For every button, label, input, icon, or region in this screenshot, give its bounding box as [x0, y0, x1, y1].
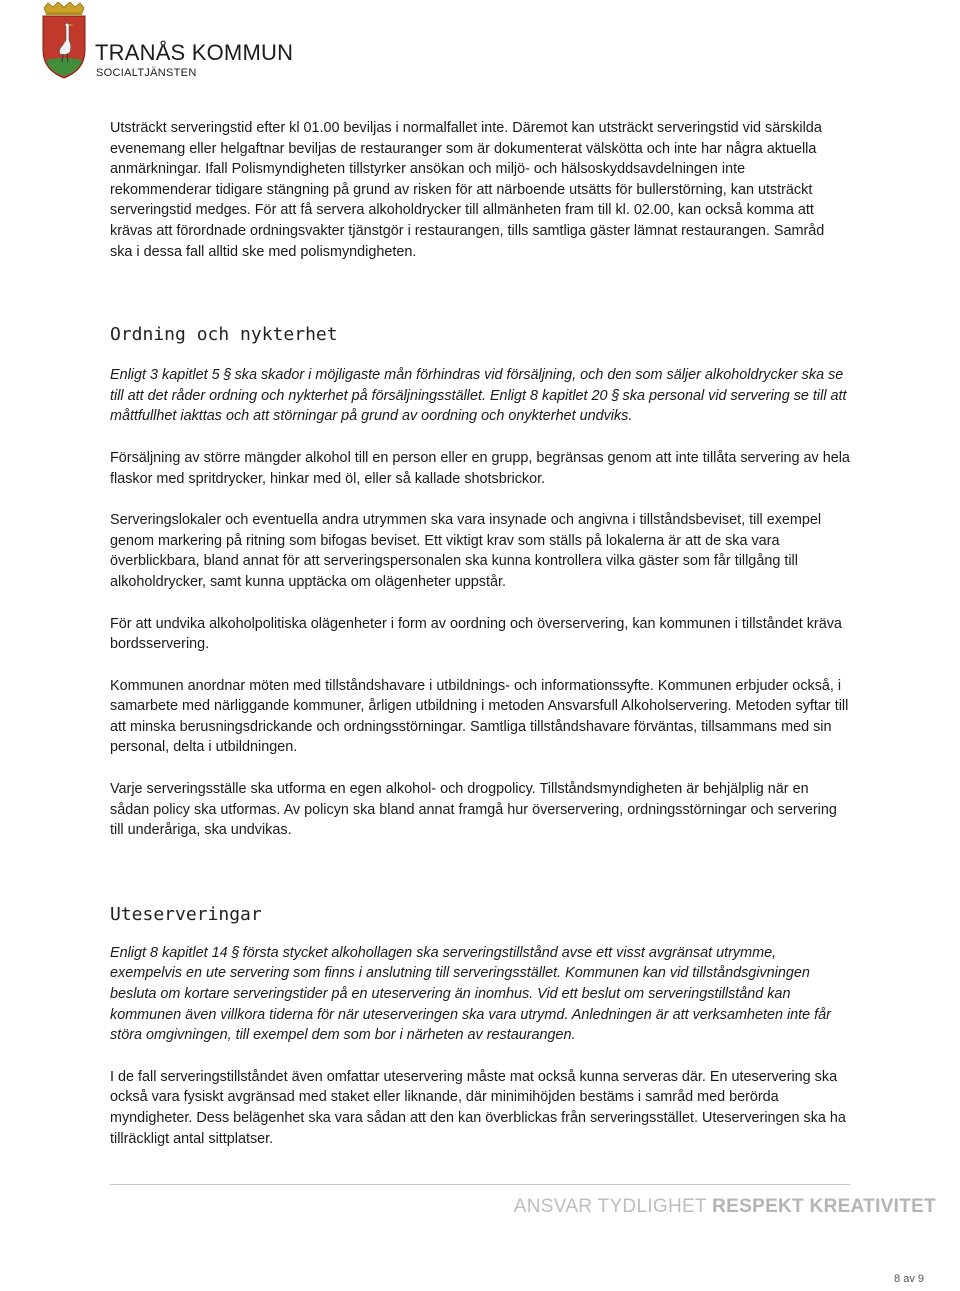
paragraph-bordsservering: För att undvika alkoholpolitiska olägenheter i form av oordning och överservering, kan kommunen i tillståndet kräva bordsservering.: [110, 615, 842, 653]
slogan-bold: RESPEKT KREATIVITET: [712, 1196, 936, 1217]
section-symbol: §: [611, 387, 620, 404]
law-text-part: ska skador i möjligaste mån förhindras vid försäljning, och den som säljer alkoholdrycker ska se till att det råder ordning och nykterhet på försäljningsstället. Enligt 8 kapitlet 20: [110, 367, 844, 404]
paragraph-serveringslokaler: Serveringslokaler och eventuella andra utrymmen ska vara insynade och angivna i tillståndsbeviset, till exempel genom markering på ritning som bifogas beviset. Ett viktigt krav som ställs på lokalerna är att de ska vara överblickbara, bland annat för att serveringspersonalen ska kunna kontrollera vilka gäster som får tillgång till alkoholdrycker, samt kunna upptäcka om olägenheter uppstår.: [110, 512, 822, 590]
document-header: [38, 2, 438, 82]
footer-divider: [110, 1184, 850, 1185]
paragraph-policy: Varje serveringsställe ska utforma en egen alkohol- och drogpolicy. Tillståndsmyndigheten är behjälplig när en sådan policy ska utformas. Av policyn ska bland annat framgå hur överservering, ordningsstörningar och servering till underåriga, ska undvikas.: [110, 781, 837, 839]
paragraph-law-reference-ute: [110, 943, 850, 1046]
paragraph-uteservering-krav: I de fall serveringstillståndet även omfattar uteservering måste mat också kunna serveras där. En uteservering ska också vara fysiskt avgränsad med staket eller liknande, där minimihöjden bestäms i samråd med berörda myndigheter. Dess belägenhet ska vara sådan att den kan överblickas från serveringsstället. Uteserveringen ska ha tillräckligt antal sittplatser.: [110, 1068, 846, 1147]
org-subtitle: SOCIALTJÄNSTEN: [96, 67, 197, 79]
org-name: TRANÅS KOMMUN: [95, 40, 294, 65]
paragraph-storre-mangder: Försäljning av större mängder alkohol till en person eller en grupp, begränsas genom att inte tillåta servering av hela flaskor med spritdrycker, hinkar med öl, eller så kallade shotsbrickor.: [110, 449, 850, 487]
tranas-coat-of-arms-icon: [38, 2, 90, 80]
paragraph-law-reference-ordning: [110, 365, 850, 427]
law-text-part: Enligt 8 kapitlet 14: [110, 944, 232, 961]
law-text-part: första stycket alkohollagen ska serveringstillstånd avse ett visst avgränsat utrymme, exempelvis en ute servering som finns i anslutning till serveringsstället. Kommunen kan vid tillståndsgivningen besluta om kortare serveringstider på en uteservering än inomhus. Vid ett beslut om serveringstillstånd kan kommunen även villkora tiderna för när uteserveringen ska vara utrymd. Anledningen är att verksamheten inte får störa omgivningen, till exempel dem som bor i närheten av restaurangen.: [110, 944, 831, 1044]
section-symbol: §: [223, 367, 232, 384]
slogan-light: ANSVAR TYDLIGHET: [513, 1196, 713, 1217]
paragraph-serveringstid: Utsträckt serveringstid efter kl 01.00 beviljas i normalfallet inte. Däremot kan utsträckt serveringstid vid särskilda evenemang eller helgaftnar beviljas de restauranger som är dokumenterat välskötta och inte har några aktuella anmärkningar. Ifall Polismyndigheten tillstyrker ansökan och miljö- och hälsoskyddsavdelningen inte rekommenderar tidigare stängning på grund av risken för att närboende utsätts för bullerstörning, kan utsträckt serveringstid medges. För att få servera alkoholdrycker till allmänheten fram till kl. 02.00, kan också komma att krävas att förordnade ordningsvakter tjänstgör i restaurangen, tills samtliga gäster lämnat restaurangen. Samråd ska i dessa fall alltid ske med polismyndigheten.: [110, 120, 825, 260]
footer-slogan: [514, 1196, 936, 1218]
document-body: [110, 118, 850, 1149]
page-number: 8 av 9: [894, 1273, 924, 1285]
heading-ordning-och-nykterhet: Ordning och nykterhet: [110, 324, 338, 346]
law-text-part: ska personal vid servering se till att måttfullhet iakttas och att störningar på grund av oordning och onykterhet undviks.: [110, 387, 847, 425]
law-text-part: Enligt 3 kapitlet 5: [110, 367, 224, 384]
heading-uteserveringar: Uteserveringar: [110, 903, 262, 925]
section-symbol: §: [231, 944, 240, 961]
paragraph-utbildning: Kommunen anordnar möten med tillståndshavare i utbildnings- och informationssyfte. Kommunen erbjuder också, i samarbete med närliggande kommuner, årligen utbildning i metoden Ansvarsfull Alkoholservering. Metoden syftar till att minska berusningsdrickande och ordningsstörningar. Samtliga tillståndshavare förväntas, tillsammans med sin personal, delta i utbildningen.: [110, 677, 849, 756]
